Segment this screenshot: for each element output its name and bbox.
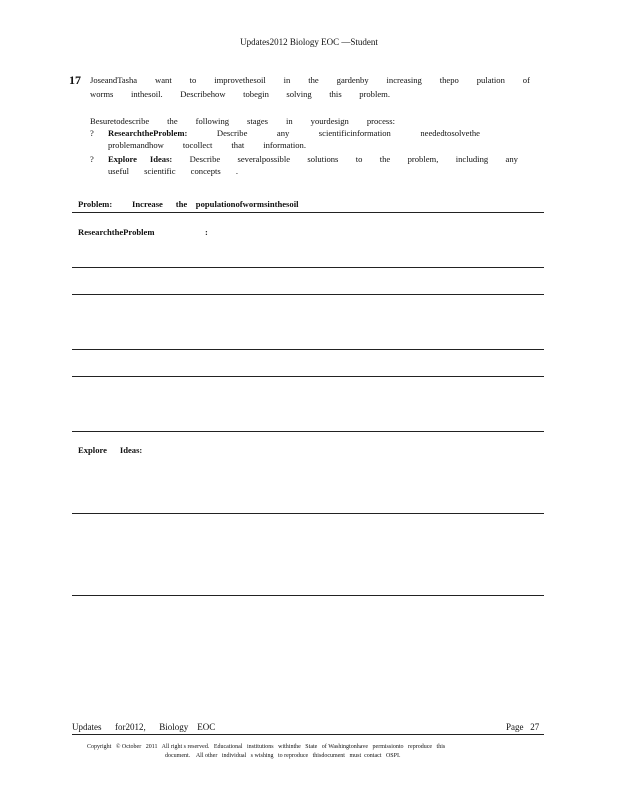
bullet-glyph: ? (90, 154, 94, 164)
word: solving (286, 89, 312, 99)
word: problemandhow (108, 140, 164, 150)
copyright-line-2: document. All other individual s wishing to reproduce thisdocument must contact OSPI. (165, 753, 401, 759)
word: the (167, 116, 178, 126)
word: scientific (144, 166, 176, 176)
word: problem. (359, 89, 390, 99)
word: Besuretodescribe (90, 116, 150, 126)
word: any (276, 128, 290, 138)
answer-line[interactable] (72, 595, 544, 596)
bullet-explore-line-1 (108, 154, 518, 165)
answer-line[interactable] (72, 376, 544, 377)
word: that (231, 140, 245, 150)
word: process: (366, 116, 395, 126)
word: to (355, 154, 363, 164)
word: pulation (476, 75, 505, 85)
research-label: ResearchtheProblem (78, 227, 155, 237)
word: Describe (216, 128, 248, 138)
problem-text: Increase the populationofwormsinthesoil (132, 199, 299, 209)
word: useful (108, 166, 130, 176)
word: following (195, 116, 230, 126)
page-header: Updates2012 Biology EOC —Student (240, 37, 378, 47)
word: worms (90, 89, 114, 99)
question-number: 17 (69, 73, 81, 87)
word: want (155, 75, 172, 85)
word: solutions (307, 154, 339, 164)
word: yourdesign (310, 116, 349, 126)
bullet-explore-line-2 (108, 166, 238, 177)
word: scientificinformation (318, 128, 391, 138)
word: information. (263, 140, 306, 150)
word: any (505, 154, 518, 164)
word: Describe (189, 154, 221, 164)
word: the (308, 75, 319, 85)
explore-label: Explore Ideas: (78, 445, 143, 455)
question-line-2 (90, 89, 390, 100)
question-line-1 (90, 75, 530, 86)
word: in (286, 116, 293, 126)
research-colon: : (205, 227, 208, 237)
word: neededtosolvethe (420, 128, 480, 138)
divider (72, 212, 544, 213)
word: problem, (407, 154, 439, 164)
copyright-line-1: Copyright © October 2011 All right s reserved. Educational institutions withinthe State of Washingtonhave permissionto reproduce this (87, 744, 446, 750)
bullet-explore-label: Explore Ideas: (108, 154, 173, 164)
word: in (283, 75, 291, 85)
word: inthesoil. (130, 89, 163, 99)
word: thepo (439, 75, 459, 85)
answer-line[interactable] (72, 513, 544, 514)
answer-line[interactable] (72, 294, 544, 295)
bullet-research-line-1 (108, 128, 480, 139)
word: stages (247, 116, 269, 126)
word: the (379, 154, 391, 164)
word: of (522, 75, 530, 85)
word: JoseandTasha (90, 75, 138, 85)
footer-divider (72, 734, 544, 735)
bullet-glyph: ? (90, 128, 94, 138)
word: gardenby (336, 75, 369, 85)
bullet-research-label: ResearchtheProblem: (108, 128, 188, 138)
word: this (329, 89, 342, 99)
bullet-research-line-2 (108, 140, 306, 151)
answer-line[interactable] (72, 431, 544, 432)
word: . (235, 166, 238, 176)
instruction-line (90, 116, 395, 127)
word: including (455, 154, 489, 164)
word: increasing (386, 75, 422, 85)
word: severalpossible (237, 154, 291, 164)
answer-line[interactable] (72, 267, 544, 268)
answer-line[interactable] (72, 349, 544, 350)
page-number: Page 27 (506, 722, 540, 732)
word: to (189, 75, 197, 85)
problem-label: Problem: (78, 199, 113, 209)
word: concepts (190, 166, 221, 176)
footer-title: Updates for2012, Biology EOC (72, 722, 216, 732)
word: improvethesoil (214, 75, 266, 85)
word: Describehow (180, 89, 226, 99)
word: tocollect (182, 140, 213, 150)
word: tobegin (243, 89, 269, 99)
